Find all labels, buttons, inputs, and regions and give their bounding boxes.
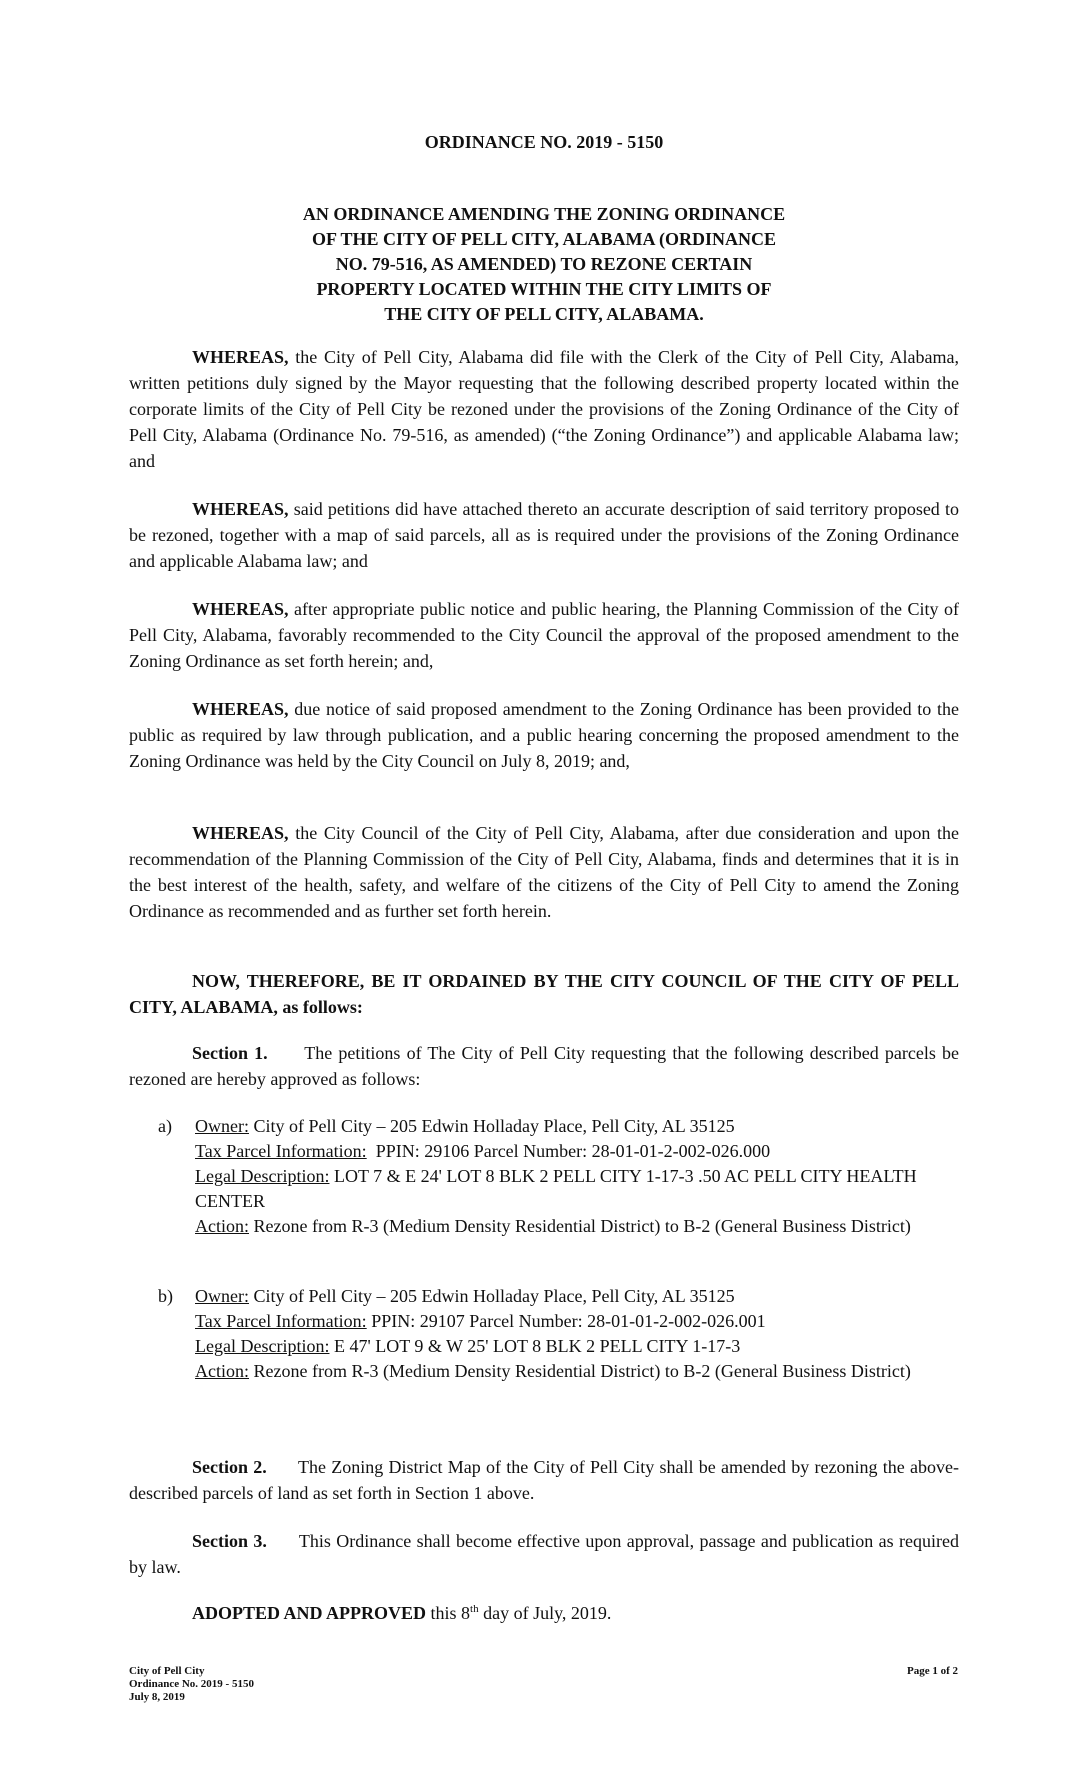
tax-label: Tax Parcel Information:: [195, 1311, 367, 1331]
whereas-text: the City of Pell City, Alabama did file with the Clerk of the City of Pell City, Alabama, written petitions duly signed by the Mayor requesting that the following described property located within the corporate limits of the City of Pell City be rezoned under the provisions of the Zoning Ordinance of the City of Pell City, Alabama (Ordinance No. 79-516, as amended) (“the Zoning Ordinance”) and applicable Alabama law; and: [129, 347, 959, 471]
adopted-pre: this 8: [430, 1603, 471, 1623]
whereas-lead: WHEREAS,: [192, 499, 289, 519]
owner-label: Owner:: [195, 1286, 249, 1306]
whereas-lead: WHEREAS,: [192, 699, 289, 719]
whereas-text: after appropriate public notice and public hearing, the Planning Commission of the City of Pell City, Alabama, favorably recommended to the City Council the approval of the proposed amendment to the Zoning Ordinance as set forth herein; and,: [129, 599, 959, 671]
ordinance-number: ORDINANCE NO. 2019 - 5150: [424, 132, 664, 152]
legal-value: E 47' LOT 9 & W 25' LOT 8 BLK 2 PELL CITY 1-17-3: [333, 1336, 741, 1356]
section-label: Section 2.: [192, 1457, 267, 1477]
page-number: Page 1 of 2: [906, 1665, 958, 1677]
title-line: NO. 79-516, AS AMENDED) TO REZONE CERTAIN: [335, 254, 753, 274]
footer-line: July 8, 2019: [129, 1691, 185, 1703]
section-label: Section 3.: [192, 1531, 267, 1551]
adopted-sup: th: [470, 1603, 479, 1615]
tax-label: Tax Parcel Information:: [195, 1141, 367, 1161]
action-label: Action:: [195, 1216, 249, 1236]
legal-label: Legal Description:: [195, 1166, 330, 1186]
footer-line: Ordinance No. 2019 - 5150: [129, 1678, 254, 1690]
owner-label: Owner:: [195, 1116, 249, 1136]
title-line: AN ORDINANCE AMENDING THE ZONING ORDINANCE: [302, 204, 786, 224]
title-line: THE CITY OF PELL CITY, ALABAMA.: [384, 304, 704, 324]
section-1: [129, 1040, 959, 1092]
whereas-paragraph: [129, 496, 959, 574]
adopted-post: day of July, 2019.: [483, 1603, 612, 1623]
whereas-paragraph: [129, 696, 959, 774]
whereas-text: the City Council of the City of Pell City, Alabama, after due consideration and upon the recommendation of the Planning Commission of the City of Pell City, Alabama, finds and determines that it is in the best interest of the health, safety, and welfare of the citizens of the City of Pell City to amend the Zoning Ordinance as recommended and as further set forth herein.: [129, 823, 959, 921]
section-2: [129, 1454, 959, 1506]
section-text: This Ordinance shall become effective upon approval, passage and publication as required by law.: [129, 1531, 959, 1577]
title-line: PROPERTY LOCATED WITHIN THE CITY LIMITS OF: [316, 279, 772, 299]
now-therefore: [129, 968, 959, 1020]
adopted-lead: ADOPTED AND APPROVED: [192, 1603, 427, 1623]
section-3: [129, 1528, 959, 1580]
section-text: The Zoning District Map of the City of Pell City shall be amended by rezoning the above-described parcels of land as set forth in Section 1 above.: [129, 1457, 959, 1503]
action-value: Rezone from R-3 (Medium Density Residential District) to B-2 (General Business District): [253, 1216, 911, 1236]
owner-value: City of Pell City – 205 Edwin Holladay Place, Pell City, AL 35125: [253, 1286, 735, 1306]
adopted-statement: [129, 1600, 959, 1626]
ordinance-title: [180, 202, 908, 327]
title-line: OF THE CITY OF PELL CITY, ALABAMA (ORDINANCE: [311, 229, 777, 249]
parcel-marker: b): [158, 1286, 173, 1306]
whereas-lead: WHEREAS,: [192, 823, 289, 843]
action-label: Action:: [195, 1361, 249, 1381]
whereas-paragraph: [129, 596, 959, 674]
whereas-lead: WHEREAS,: [192, 347, 289, 367]
tax-value: PPIN: 29107 Parcel Number: 28-01-01-2-002-026.001: [371, 1311, 766, 1331]
parcel-item: [158, 1284, 959, 1384]
now-therefore-text: NOW, THEREFORE, BE IT ORDAINED BY THE CITY COUNCIL OF THE CITY OF PELL CITY, ALABAMA, as follows:: [129, 971, 959, 1017]
legal-value: LOT 7 & E 24' LOT 8 BLK 2 PELL CITY 1-17-3 .50 AC PELL CITY HEALTH CENTER: [195, 1166, 917, 1211]
whereas-lead: WHEREAS,: [192, 599, 289, 619]
footer-line: City of Pell City: [129, 1665, 205, 1677]
owner-value: City of Pell City – 205 Edwin Holladay Place, Pell City, AL 35125: [253, 1116, 735, 1136]
parcel-marker: a): [158, 1116, 172, 1136]
action-value: Rezone from R-3 (Medium Density Residential District) to B-2 (General Business District): [253, 1361, 911, 1381]
section-label: Section 1.: [192, 1043, 268, 1063]
whereas-text: due notice of said proposed amendment to the Zoning Ordinance has been provided to the public as required by law through publication, and a public hearing concerning the proposed amendment to the Zoning Ordinance was held by the City Council on July 8, 2019; and,: [129, 699, 959, 771]
legal-label: Legal Description:: [195, 1336, 330, 1356]
section-text: The petitions of The City of Pell City requesting that the following described parcels be rezoned are hereby approved as follows:: [129, 1043, 959, 1089]
tax-value: PPIN: 29106 Parcel Number: 28-01-01-2-002-026.000: [375, 1141, 771, 1161]
whereas-paragraph: [129, 820, 959, 924]
parcel-item: [158, 1114, 959, 1239]
whereas-text: said petitions did have attached thereto an accurate description of said territory proposed to be rezoned, together with a map of said parcels, all as is required under the provisions of the Zoning Ordinance and applicable Alabama law; and: [129, 499, 960, 571]
whereas-paragraph: [129, 344, 959, 474]
footer-info: [129, 1665, 254, 1704]
